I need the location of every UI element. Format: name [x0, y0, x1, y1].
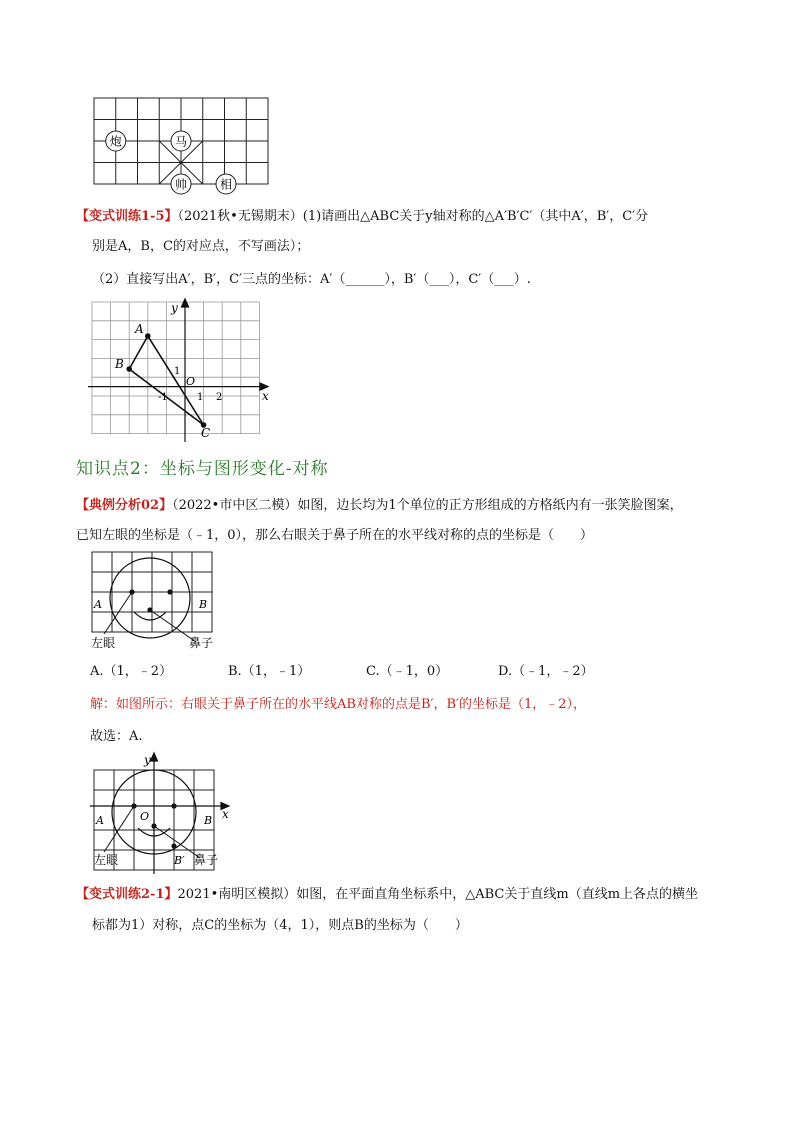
tick-y-1: 1 [174, 366, 181, 377]
exercise-tag: 【变式训练2-1】 [76, 887, 178, 902]
example-text: （2022•市中区二模）如图，边长均为1个单位的正方形组成的方格纸内有一张笑脸图案， [172, 498, 683, 513]
right-eye-dot [167, 589, 172, 594]
exercise-1-5-line2: 别是A，B，C的对应点，不写画法）； [92, 239, 310, 254]
exercise-text: （2021秋•无锡期末）(1)请画出△ABC关于y轴对称的△A′B′C′（其中A′，B′，C′分 [177, 209, 649, 224]
example-02-line1 [76, 496, 683, 516]
smiley-axes-figure [86, 750, 246, 874]
option-b: B.（1，﹣1） [228, 664, 311, 679]
tick-x-neg1: -1 [158, 392, 168, 403]
piece-xiang [216, 174, 236, 194]
label-nose: 鼻子 [194, 853, 219, 867]
piece-shuai [171, 174, 191, 194]
point-a [145, 333, 151, 339]
piece-pao [106, 131, 126, 151]
tick-x-1: 1 [197, 392, 204, 403]
label-origin: O [186, 375, 196, 388]
option-c: C.（﹣1，0） [366, 664, 449, 679]
svg-text:炮: 炮 [109, 134, 122, 149]
chess-board-figure [88, 94, 278, 198]
triangle-grid-figure [88, 296, 278, 444]
exercise-1-5-line1 [76, 207, 648, 227]
svg-text:马: 马 [174, 134, 188, 149]
example-tag: 【典例分析02】 [76, 498, 173, 513]
label-b-prime: B′ [174, 854, 185, 867]
tick-x-2: 2 [216, 392, 223, 403]
label-c: C [201, 426, 211, 440]
label-b: B [115, 357, 124, 371]
label-a: A [96, 814, 104, 827]
example-02-line2: 已知左眼的坐标是（﹣1，0），那么右眼关于鼻子所在的水平线对称的点的坐标是（ ） [76, 528, 594, 543]
exercise-2-1-line2: 标都为1）对称，点C的坐标为（4，1），则点B的坐标为（ ） [92, 918, 468, 933]
point-b-prime [171, 843, 176, 848]
label-x-axis: x [222, 807, 229, 821]
label-b: B [199, 598, 208, 611]
label-a: A [94, 598, 102, 611]
label-nose: 鼻子 [189, 636, 214, 650]
label-a: A [135, 322, 144, 336]
label-left-eye: 左眼 [91, 636, 116, 650]
piece-ma [171, 131, 191, 151]
exercise-text: 2021•南明区模拟）如图，在平面直角坐标系中，△ABC关于直线m（直线m上各点的横坐 [177, 887, 699, 902]
solution-line2: 故选：A. [90, 729, 143, 744]
label-y-axis: y [144, 753, 151, 767]
point-b [126, 366, 132, 372]
label-left-eye: 左眼 [94, 853, 119, 867]
section-heading: 知识点2：坐标与图形变化-对称 [76, 459, 329, 479]
svg-text:帅: 帅 [174, 177, 188, 192]
label-b: B [204, 814, 213, 827]
label-y-axis: y [171, 301, 178, 315]
label-x-axis: x [262, 389, 269, 403]
exercise-1-5-line3: （2）直接写出A′，B′，C′三点的坐标：A′（______），B′（___），C′（___）. [92, 272, 531, 287]
option-a: A.（1，﹣2） [90, 664, 173, 679]
smiley-grid-figure [86, 548, 226, 654]
option-d: D.（﹣1，﹣2） [498, 664, 594, 679]
label-origin: O [140, 810, 150, 823]
svg-text:相: 相 [219, 177, 233, 192]
solution-line1: 解：如图所示：右眼关于鼻子所在的水平线AB对称的点是B′，B′的坐标是（1，﹣2）， [90, 697, 586, 712]
exercise-2-1-line1 [76, 885, 698, 905]
exercise-tag: 【变式训练1-5】 [76, 209, 178, 224]
